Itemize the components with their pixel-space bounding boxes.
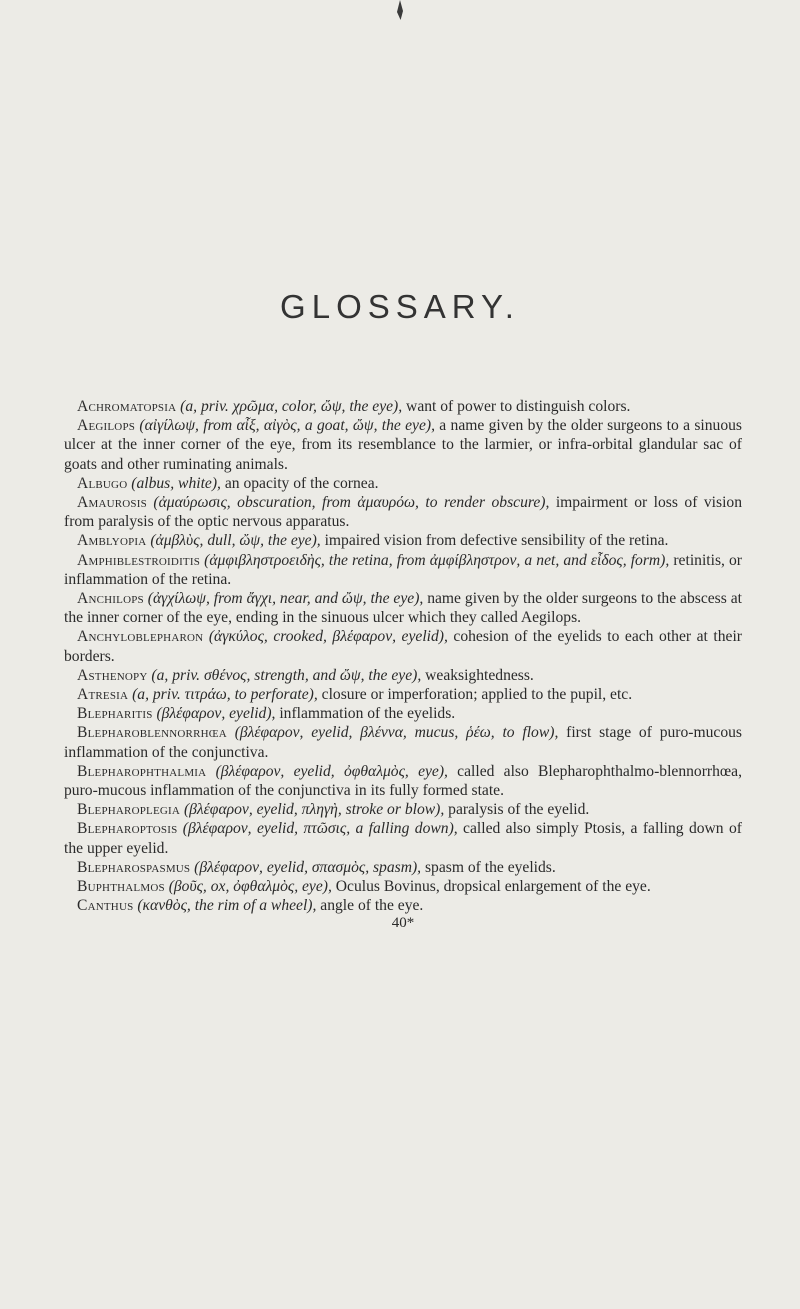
entry-etymology: (ἀμφιβληστροειδὴς, the retina, from ἀμφίβληστρον, a net, and εἶδος, form), [204, 551, 670, 569]
entry-definition: impaired vision from defective sensibility of the retina. [320, 532, 669, 550]
entry-term: Blepharoptosis [77, 820, 178, 838]
entry-definition: Oculus Bovinus, dropsical enlargement of the eye. [331, 878, 651, 896]
entry-etymology: (βλέφαρον, eyelid, ὀφθαλμὸς, eye), [215, 762, 448, 780]
entry-term: Aegilops [77, 417, 136, 435]
entry-etymology: (ἀμαύρωσις, obscuration, from ἀμαυρόω, to render obscure), [153, 494, 550, 512]
entry-term: Blepharitis [77, 705, 153, 723]
entry-definition: angle of the eye. [316, 897, 424, 915]
entry-term: Achromatopsia [77, 398, 177, 415]
signature-mark: 40* [391, 915, 415, 932]
glossary-entry [64, 627, 742, 665]
entry-definition: retinitis, or inflammation of the retina. [64, 551, 742, 588]
entry-etymology: (κανθὸς, the rim of a wheel), [137, 897, 317, 915]
entry-term: Buphthalmos [77, 878, 165, 896]
entry-etymology: (a, priv. χρῶμα, color, ὤψ, the eye), [180, 398, 403, 415]
glossary-entries [64, 397, 742, 931]
page-title: GLOSSARY. [280, 288, 520, 325]
glossary-entry [64, 416, 742, 474]
entry-term: Amphiblestroiditis [77, 551, 201, 569]
glossary-entry [64, 858, 742, 877]
glossary-entry [64, 877, 742, 896]
entry-definition: spasm of the eyelids. [421, 858, 556, 876]
glossary-entry [64, 896, 742, 915]
glossary-entry [64, 762, 742, 800]
entry-definition: called also simply Ptosis, a falling down of the upper eyelid. [64, 820, 742, 857]
entry-term: Blepharospasmus [77, 858, 191, 876]
entry-etymology: (βλέφαρον, eyelid, πτῶσις, a falling down), [182, 820, 458, 838]
entry-definition: called also Blepharophthalmo-blennorrhœa, puro-mucous inflammation of the conjunctiva in its fully formed state. [64, 762, 742, 800]
glossary-entry [64, 474, 742, 493]
glossary-entry [64, 723, 742, 761]
glossary-entry [64, 531, 742, 550]
entry-etymology: (βοῦς, ox, ὀφθαλμὸς, eye), [168, 878, 332, 896]
entry-term: Atresia [77, 686, 129, 704]
entry-etymology: (ἀγκύλος, crooked, βλέφαρον, eyelid), [208, 628, 448, 646]
entry-definition: paralysis of the eyelid. [444, 801, 590, 819]
glossary-entry [64, 819, 742, 857]
glossary-entry [64, 666, 742, 685]
entry-definition: want of power to distinguish colors. [402, 398, 631, 415]
entry-term: Asthenopy [77, 666, 148, 684]
entry-definition: a name given by the older surgeons to a sinuous ulcer at the inner corner of the eye, from its resemblance to the larmier, or infra-orbital glandular sac of goats and other ruminating animals. [64, 417, 742, 473]
entry-term: Amaurosis [77, 494, 147, 512]
entry-definition: first stage of puro-mucous inflammation of the conjunctiva. [64, 724, 743, 761]
entry-definition: name given by the older surgeons to the abscess at the inner corner of the eye, ending in the sinuous ulcer which they called Aegilops. [64, 590, 742, 627]
glossary-entry [64, 397, 742, 416]
entry-etymology: (αἰγίλωψ, from αἶξ, αἰγὸς, a goat, ὤψ, the eye), [139, 417, 435, 435]
entry-etymology: (βλέφαρον, eyelid), [156, 705, 276, 723]
entry-definition: an opacity of the cornea. [220, 474, 379, 492]
entry-etymology: (βλέφαρον, eyelid, σπασμὸς, spasm), [194, 858, 422, 876]
entry-etymology: (βλέφαρον, eyelid, βλέννα, mucus, ῥέω, to flow), [234, 724, 559, 742]
entry-etymology: (βλέφαρον, eyelid, πληγὴ, stroke or blow), [183, 801, 445, 819]
entry-term: Anchyloblepharon [77, 628, 204, 646]
entry-term: Anchilops [77, 590, 144, 608]
entry-etymology: (ἀγχίλωψ, from ἄγχι, near, and ὤψ, the eye), [147, 590, 424, 608]
entry-etymology: (a, priv. τιτράω, to perforate), [132, 686, 318, 704]
entry-definition: impairment or loss of vision from paralysis of the optic nervous apparatus. [64, 494, 742, 531]
entry-definition: inflammation of the eyelids. [275, 705, 456, 723]
ink-mark [397, 0, 403, 20]
entry-etymology: (albus, white), [131, 474, 221, 492]
entry-definition: closure or imperforation; applied to the pupil, etc. [317, 686, 633, 704]
glossary-entry [64, 800, 742, 819]
entry-etymology: (ἀμβλὺς, dull, ὤψ, the eye), [150, 532, 321, 550]
entry-term: Canthus [77, 897, 134, 915]
entry-term: Blepharoplegia [77, 801, 181, 819]
entry-etymology: (a, priv. σθένος, strength, and ὤψ, the eye), [151, 666, 422, 684]
entry-term: Albugo [77, 474, 128, 492]
glossary-entry [64, 551, 742, 589]
glossary-entry [64, 589, 742, 627]
entry-term: Blepharoblennorrhœa [77, 724, 227, 742]
glossary-entry [64, 704, 742, 723]
entry-definition: cohesion of the eyelids to each other at their borders. [64, 628, 742, 665]
glossary-entry [64, 493, 742, 531]
entry-definition: weaksightedness. [421, 666, 534, 684]
entry-term: Amblyopia [77, 532, 147, 550]
entry-term: Blepharophthalmia [77, 762, 207, 780]
glossary-entry [64, 685, 742, 704]
